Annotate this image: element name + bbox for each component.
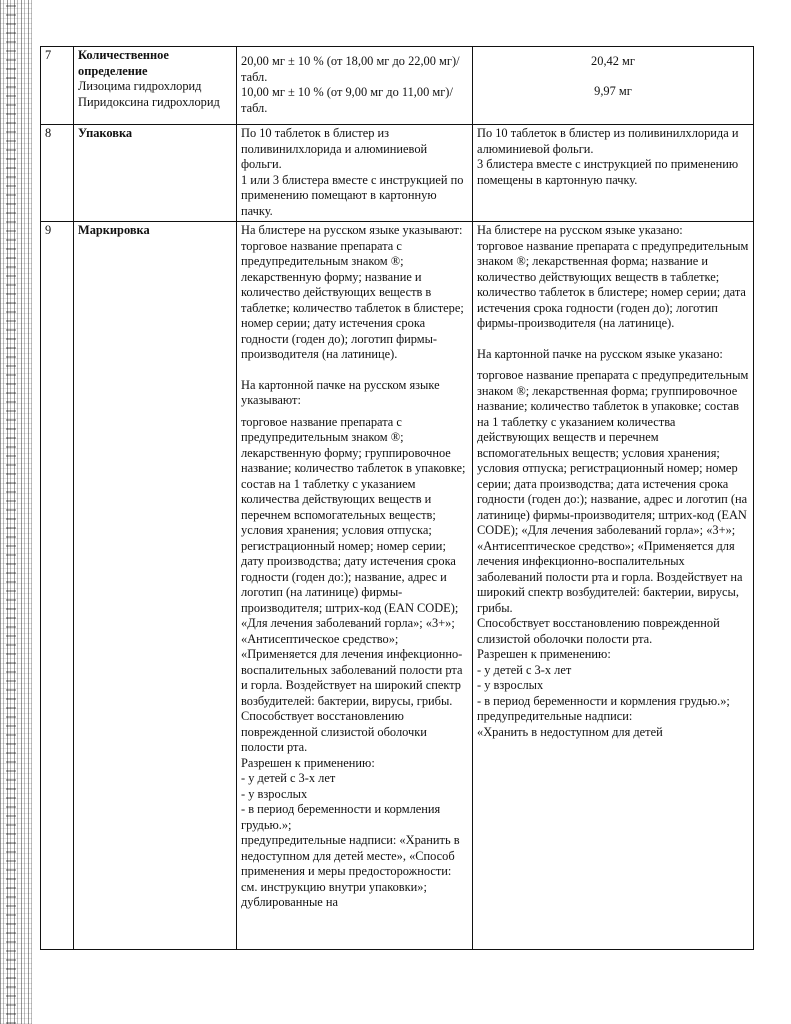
- list-item: - у взрослых: [241, 786, 308, 801]
- spacer: [477, 332, 749, 347]
- list-item: - в период беременности и кормления грудью.»;: [241, 802, 441, 832]
- requirement-cell: [237, 47, 473, 125]
- table-row: [41, 125, 754, 222]
- parameter-name: Количественное определение: [78, 48, 169, 78]
- requirement-text: 1 или 3 блистера вместе с инструкцией по применению помещают в картонную пачку.: [241, 172, 464, 218]
- requirement-text: 10,00 мг ± 10 % (от 9,00 мг до 11,00 мг)/табл.: [241, 85, 453, 115]
- result-text: «Хранить в недоступном для детей: [477, 724, 663, 739]
- specification-table: [40, 46, 754, 950]
- result-text: На картонной пачке на русском языке указано:: [477, 346, 723, 361]
- list-item: - у взрослых: [477, 678, 544, 692]
- scan-edge-artifact-inner: [6, 0, 16, 1024]
- result-value: 9,97 мг: [594, 83, 632, 98]
- result-text: торговое название препарата с предупредительным знаком ®; лекарственная форма; название и количество действующих веществ в таблетке; количество таблеток в блистере; номер серии; дата истечения срока годности (годен до); логотип фирмы-производителя (на латинице).: [477, 238, 749, 330]
- result-cell: [473, 125, 754, 222]
- list-item: - у детей с 3-х лет: [477, 662, 572, 677]
- list-item: - у детей с 3-х лет: [241, 771, 336, 785]
- result-text: торговое название препарата с предупредительным знаком ®; лекарственная форма; группировочное название; количество таблеток в упаковке; состав на 1 таблетку с указанием количества действующих веществ и перечнем вспомогательных веществ; условия хранения; условия отпуска; регистрационный номер; номер серии; дата производства; дата истечения срока годности (годен до:); название, адрес и логотип (на латинице) фирмы-производителя; штрих-код (EAN CODE); «Для лечения заболеваний горла»; «3+»; «Антисептическое средство»; «Применяется для лечения инфекционно-воспалительных заболеваний полости рта и горла. Воздействует на широкий спектр возбудителей: бактерии, вирусы, грибы.: [477, 368, 749, 615]
- parameter-name-cell: [74, 47, 237, 125]
- result-cell: [473, 47, 754, 125]
- parameter-name: Упаковка: [74, 125, 237, 222]
- requirement-cell: [237, 125, 473, 222]
- result-cell: [473, 222, 754, 950]
- row-number: 8: [41, 125, 74, 222]
- parameter-name: Маркировка: [74, 222, 237, 950]
- requirement-text: 20,00 мг ± 10 % (от 18,00 мг до 22,00 мг)/табл.: [241, 54, 460, 84]
- list-item: - в период беременности и кормления грудью.»;: [477, 693, 730, 708]
- row-number: 9: [41, 222, 74, 950]
- requirement-text: Разрешен к применению:: [241, 755, 375, 770]
- substance-name: Лизоцима гидрохлорид: [78, 79, 202, 93]
- row-number: 7: [41, 47, 74, 125]
- requirement-text: По 10 таблеток в блистер из поливинилхлорида и алюминиевой фольги.: [241, 126, 428, 171]
- result-value: 20,42 мг: [591, 54, 635, 68]
- requirement-text: предупредительные надписи: «Хранить в недоступном для детей месте», «Способ применения и меры предосторожности: см. инструкцию внутри упаковки»; дублированные на: [241, 833, 460, 909]
- substance-name: Пиридоксина гидрохлорид: [78, 94, 220, 109]
- result-text: На блистере на русском языке указано:: [477, 223, 683, 237]
- result-text: 3 блистера вместе с инструкцией по применению помещены в картонную пачку.: [477, 157, 739, 187]
- result-text: предупредительные надписи:: [477, 709, 633, 723]
- requirement-text: На картонной пачке на русском языке указывают:: [241, 377, 440, 407]
- requirement-text: торговое название препарата с предупредительным знаком ®; лекарственную форму; название и количество действующих веществ в таблетке; количество таблеток в блистере; номер серии; дату истечения срока годности (годен до); логотип фирмы-производителя (на латинице).: [241, 238, 464, 361]
- requirement-cell: [237, 222, 473, 950]
- scan-edge-artifact: [0, 0, 32, 1024]
- result-text: Разрешен к применению:: [477, 647, 611, 661]
- result-text: Способствует восстановлению поврежденной слизистой оболочки полости рта.: [477, 616, 720, 646]
- table-row: [41, 47, 754, 125]
- spacer: [241, 363, 468, 378]
- requirement-text: Способствует восстановлению поврежденной слизистой оболочки полости рта.: [241, 709, 427, 754]
- requirement-text: На блистере на русском языке указывают:: [241, 223, 463, 237]
- requirement-text: торговое название препарата с предупредительным знаком ®; лекарственную форму; группировочное название; количество таблеток в упаковке; состав на 1 таблетку с указанием количества действующих веществ и перечнем вспомогательных веществ; условия хранения; условия отпуска; регистрационный номер; номер серии; дату производства; дату истечения срока годности (годен до:); название, адрес и логотип (на латинице) фирмы-производителя; штрих-код (EAN CODE); «Для лечения заболеваний горла»; «3+»; «Антисептическое средство»; «Применяется для лечения инфекционно-воспалительных заболеваний полости рта и горла. Воздействует на широкий спектр возбудителей: бактерии, вирусы, грибы.: [241, 414, 466, 708]
- result-text: По 10 таблеток в блистер из поливинилхлорида и алюминиевой фольги.: [477, 126, 739, 156]
- table-row: [41, 222, 754, 950]
